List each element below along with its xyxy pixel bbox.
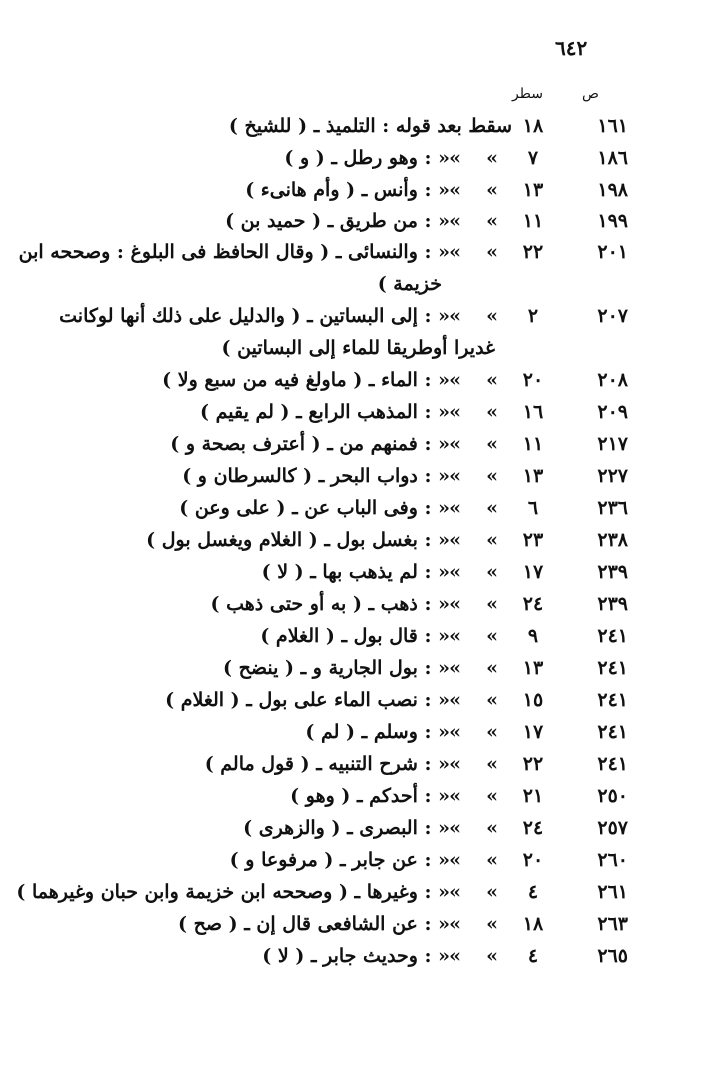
page-number-cell: ٢٠٨ [597,369,628,391]
ditto-mark: » [449,657,461,679]
errata-row [60,750,660,782]
page-number-cell: ٢٥٠ [597,785,628,807]
errata-row [60,398,660,430]
ditto-mark: » [486,179,498,201]
errata-row [60,144,660,176]
correction-text: « : ذهب ـ ( به أو حتى ذهب ) [210,593,450,615]
ditto-mark: » [486,753,498,775]
ditto-mark: » [449,497,461,519]
page-number-cell: ٢٦٠ [597,849,628,871]
page-number-cell: ١٨٦ [597,147,628,169]
correction-text: « : بغسل بول ـ ( الغلام ويغسل بول ) [146,529,450,551]
errata-row [16,878,660,910]
correction-text: « : نصب الماء على بول ـ ( الغلام ) [165,689,450,711]
page-number-cell: ٢٠٧ [597,305,628,327]
ditto-mark: » [486,721,498,743]
ditto-mark: » [449,210,461,232]
errata-row [60,366,660,398]
line-number-cell: ١٣ [522,465,544,487]
errata-row [60,718,660,750]
ditto-mark: » [449,721,461,743]
page-number-cell: ٢٤١ [597,657,628,679]
ditto-mark: » [486,657,498,679]
ditto-mark: » [449,593,461,615]
line-number-cell: ٤ [527,881,539,903]
ditto-mark: » [449,433,461,455]
line-number-cell: ٦ [527,497,539,519]
errata-row [60,910,660,942]
page-number-cell: ٢٦٣ [597,913,628,935]
errata-row [18,238,660,295]
page-number-cell: ٢٥٧ [597,817,628,839]
page-number-cell: ٢٤١ [597,625,628,647]
ditto-mark: » [486,369,498,391]
errata-row [60,622,660,654]
correction-text: « : إلى البساتين ـ ( والدليل على ذلك أنها لوكانت [59,305,450,327]
correction-text: « : والنسائى ـ ( وقال الحافظ فى البلوغ : وصححه ابن [18,241,450,263]
ditto-mark: » [449,369,461,391]
correction-text: « : لم يذهب بها ـ ( لا ) [261,561,450,583]
page-number-cell: ٢٣٦ [597,497,628,519]
line-number-cell: ١٧ [522,561,544,583]
errata-row [60,814,660,846]
page-number-cell: ١٩٨ [597,179,628,201]
errata-row [60,846,660,878]
errata-row [60,176,660,208]
errata-row [60,590,660,622]
errata-row [60,430,660,462]
line-number-cell: ٧ [527,147,539,169]
page-number-cell: ٢١٧ [597,433,628,455]
page-number-cell: ٢٠٩ [597,401,628,423]
correction-text: « : قال بول ـ ( الغلام ) [260,625,450,647]
ditto-mark: » [449,179,461,201]
ditto-mark: » [449,241,461,263]
line-number-cell: ١٣ [522,657,544,679]
line-number-cell: ١٦ [522,401,544,423]
ditto-mark: » [486,689,498,711]
correction-text: « : وسلم ـ ( لم ) [305,721,450,743]
ditto-mark: » [449,817,461,839]
page-number-cell: ١٩٩ [597,210,628,232]
ditto-mark: » [486,497,498,519]
errata-row [60,942,660,974]
line-number-cell: ٢٣ [522,529,544,551]
ditto-mark: » [449,785,461,807]
line-number-cell: ٢١ [522,785,544,807]
ditto-mark: » [449,689,461,711]
ditto-mark: » [449,147,461,169]
page-number-cell: ٢٤١ [597,689,628,711]
page-number-cell: ٢٣٩ [597,593,628,615]
correction-text: « : وهو رطل ـ ( و ) [284,147,450,169]
correction-text: « : شرح التنبيه ـ ( قول مالم ) [204,753,450,775]
page-number-cell: ٢٠١ [597,241,628,263]
errata-row [59,302,660,359]
correction-text: « : وأنس ـ ( وأم هانىء ) [245,179,450,201]
errata-row [60,654,660,686]
ditto-mark: » [449,849,461,871]
ditto-mark: » [486,305,498,327]
correction-text: « : المذهب الرابع ـ ( لم يقيم ) [200,401,450,423]
errata-row [60,462,660,494]
page-number-cell: ٢٦٥ [597,945,628,967]
correction-text: « : أحدكم ـ ( وهو ) [290,785,450,807]
correction-text: « : البصرى ـ ( والزهرى ) [243,817,450,839]
ditto-mark: » [449,945,461,967]
correction-text: « : فمنهم من ـ ( أعترف بصحة و ) [170,433,450,455]
ditto-mark: » [486,913,498,935]
correction-text: « : وغيرها ـ ( وصححه ابن خزيمة وابن حبان وغيرهما ) [16,881,450,903]
errata-row [60,782,660,814]
ditto-mark: » [486,593,498,615]
ditto-mark: » [486,433,498,455]
correction-text: سقط بعد قوله : التلميذ ـ ( للشيخ ) [228,115,512,137]
ditto-mark: » [449,913,461,935]
line-number-cell: ١٨ [522,115,544,137]
page-number-cell: ٢٣٨ [597,529,628,551]
ditto-mark: » [449,561,461,583]
ditto-mark: » [486,529,498,551]
line-number-cell: ٤ [527,945,539,967]
ditto-mark: » [486,241,498,263]
ditto-mark: » [449,465,461,487]
page-number: ٦٤٢ [555,36,588,60]
correction-text: « : عن الشافعى قال إن ـ ( صح ) [178,913,450,935]
ditto-mark: » [486,561,498,583]
correction-text: « : عن جابر ـ ( مرفوعا و ) [229,849,450,871]
correction-continuation: خزيمة ) [377,273,442,295]
line-number-cell: ٢٤ [522,593,544,615]
correction-text: « : الماء ـ ( ماولغ فيه من سبع ولا ) [162,369,450,391]
line-number-cell: ١٥ [522,689,544,711]
errata-row [60,558,660,590]
errata-row [60,686,660,718]
line-number-cell: ٢٤ [522,817,544,839]
correction-text: « : دواب البحر ـ ( كالسرطان و ) [182,465,450,487]
ditto-mark: » [449,625,461,647]
page-number-cell: ٢٦١ [597,881,628,903]
ditto-mark: » [486,147,498,169]
ditto-mark: » [486,945,498,967]
ditto-mark: » [486,401,498,423]
line-number-cell: ١٧ [522,721,544,743]
column-header-line: سطر [512,86,543,102]
ditto-mark: » [486,849,498,871]
correction-text: « : من طريق ـ ( حميد بن ) [225,210,450,232]
errata-row [60,526,660,558]
ditto-mark: » [449,881,461,903]
errata-row [60,112,660,144]
line-number-cell: ٢٠ [522,369,544,391]
line-number-cell: ٢٢ [522,753,544,775]
page-number-cell: ٢٤١ [597,753,628,775]
ditto-mark: » [486,881,498,903]
line-number-cell: ١١ [522,210,544,232]
ditto-mark: » [486,465,498,487]
line-number-cell: ٢٢ [522,241,544,263]
line-number-cell: ١٣ [522,179,544,201]
column-header-page: ص [582,86,599,102]
ditto-mark: » [449,529,461,551]
line-number-cell: ٢ [527,305,539,327]
page-number-cell: ٢٣٩ [597,561,628,583]
line-number-cell: ١٨ [522,913,544,935]
correction-text: « : وحديث جابر ـ ( لا ) [262,945,450,967]
line-number-cell: ٩ [527,625,539,647]
ditto-mark: » [449,401,461,423]
ditto-mark: » [486,625,498,647]
ditto-mark: » [449,305,461,327]
line-number-cell: ١١ [522,433,544,455]
correction-continuation: غديرا أوطريقا للماء إلى البساتين ) [221,337,495,359]
errata-row [60,207,660,239]
ditto-mark: » [486,210,498,232]
page-number-cell: ٢٤١ [597,721,628,743]
correction-text: « : بول الجارية و ـ ( ينضح ) [223,657,450,679]
page-number-cell: ٢٢٧ [597,465,628,487]
ditto-mark: » [486,817,498,839]
correction-text: « : وفى الباب عن ـ ( على وعن ) [179,497,450,519]
ditto-mark: » [449,753,461,775]
ditto-mark: » [486,785,498,807]
line-number-cell: ٢٠ [522,849,544,871]
errata-row [60,494,660,526]
page-number-cell: ١٦١ [597,115,628,137]
